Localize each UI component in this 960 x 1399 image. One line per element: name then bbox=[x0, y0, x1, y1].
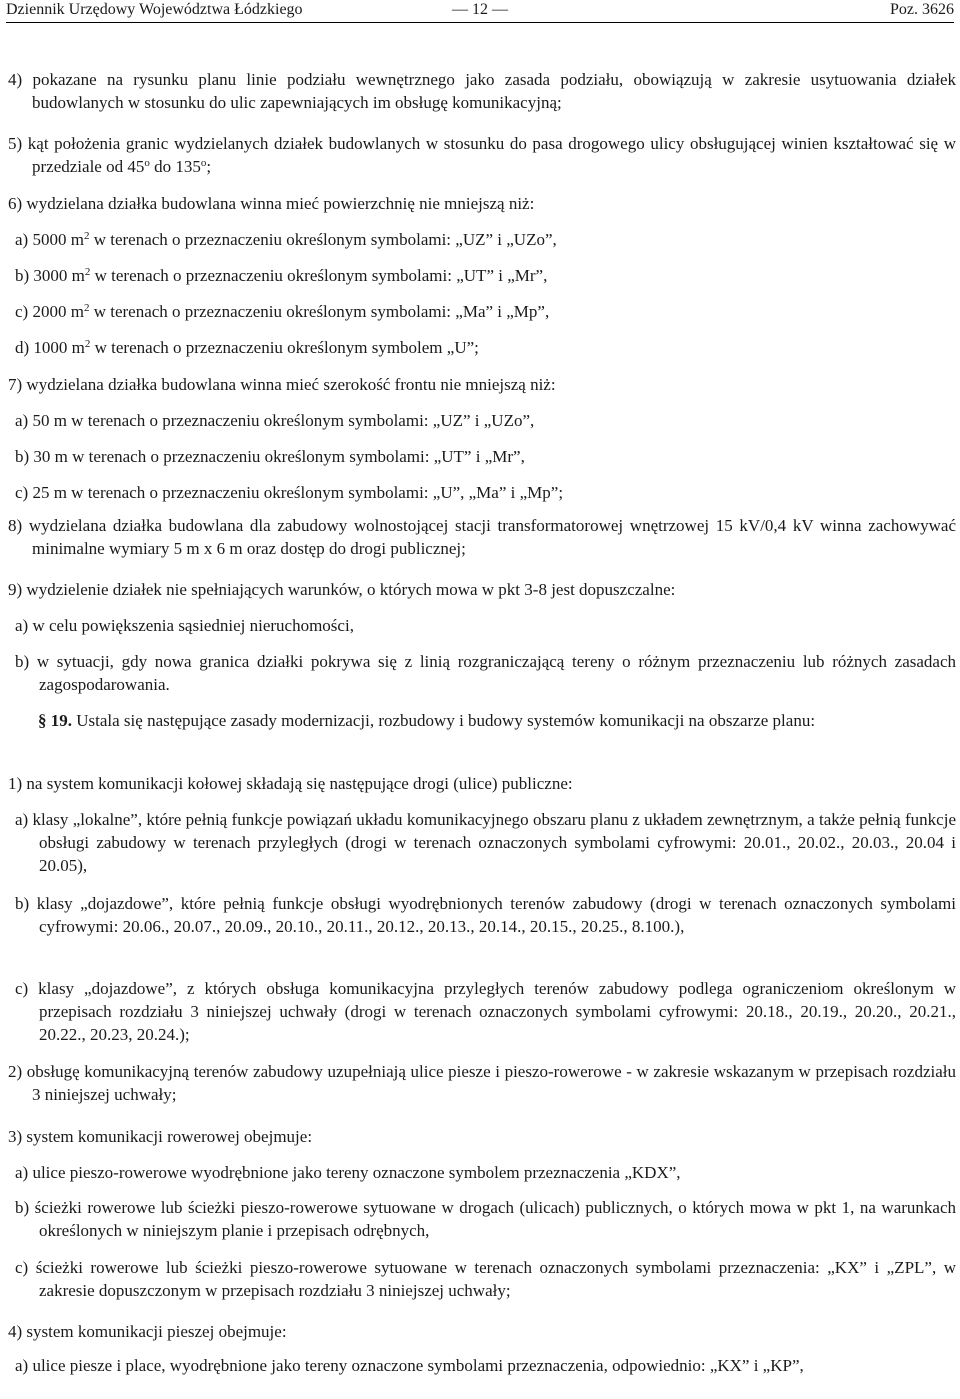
section-text: Ustala się następujące zasady modernizacji, rozbudowy i budowy systemów komunikacji na obszarze planu: bbox=[72, 711, 816, 730]
item-6d-rest: w terenach o przeznaczeniu określonym symbolem „U”; bbox=[90, 338, 479, 357]
item-6d-text: d) 1000 m bbox=[15, 338, 85, 357]
item-6: 6) wydzielana działka budowlana winna mieć powierzchnię nie mniejszą niż: bbox=[8, 194, 535, 213]
item-5-text-a: 5) kąt położenia granic wydzielanych działek budowlanych w stosunku do pasa drogowego ulicy obsługującej winien kształtować się w przedziale od 45 bbox=[8, 134, 956, 176]
item-6d bbox=[15, 336, 956, 359]
square-sup: 2 bbox=[84, 266, 91, 278]
position-number: Poz. 3626 bbox=[890, 1, 954, 18]
point-3a: a) ulice pieszo-rowerowe wyodrębnione jako tereny oznaczone symbolem przeznaczenia „KDX”, bbox=[15, 1163, 681, 1182]
item-6a-text: a) 5000 m bbox=[15, 230, 84, 249]
point-1b: b) klasy „dojazdowe”, które pełnią funkcje obsługi wyodrębnionych terenów zabudowy (drogi w terenach oznaczonych symbolami cyfrowymi: 20.06., 20.07., 20.09., 20.10., 20.11., 20.12., 20.13., 20.14., 20.15., 20.25., 8.100.), bbox=[15, 894, 956, 936]
point-1c: c) klasy „dojazdowe”, z których obsługa komunikacyjna przyległych terenów zabudowy podlega ograniczeniom określonym w przepisach rozdziału 3 niniejszej uchwały (drogi w terenach oznaczonych symbolami cyfrowymi: 20.18., 20.19., 20.20., 20.21., 20.22., 20.23, 20.24.); bbox=[15, 979, 956, 1044]
item-7a: a) 50 m w terenach o przeznaczeniu określonym symbolami: „UZ” i „UZo”, bbox=[15, 411, 535, 430]
point-1: 1) na system komunikacji kołowej składają się następujące drogi (ulice) publiczne: bbox=[8, 774, 573, 793]
item-6c bbox=[15, 300, 956, 323]
item-6b-rest: w terenach o przeznaczeniu określonym symbolami: „UT” i „Mr”, bbox=[90, 266, 548, 285]
item-6b bbox=[15, 264, 956, 287]
point-1a: a) klasy „lokalne”, które pełnią funkcje powiązań układu komunikacyjnego obszaru planu z układem zewnętrznym, a także pełnią funkcje obsługi zabudowy w terenach przyległych (drogi w terenach oznaczonych symbolami cyfrowymi: 20.01., 20.02., 20.03., 20.04 i 20.05), bbox=[15, 810, 956, 875]
point-3b: b) ścieżki rowerowe lub ścieżki pieszo-rowerowe sytuowane w drogach (ulicach) publicznych, o których mowa w pkt 1, na warunkach określonych w niniejszym planie i przepisach odrębnych, bbox=[15, 1198, 956, 1240]
point-3c: c) ścieżki rowerowe lub ścieżki pieszo-rowerowe sytuowane w terenach oznaczonych symbolami przeznaczenia: „KX” i „ZPL”, w zakresie dopuszczonym w przepisach rozdziału 3 niniejszej uchwały; bbox=[15, 1258, 956, 1300]
item-6a bbox=[15, 228, 956, 251]
degree-sup-2: o bbox=[200, 157, 207, 169]
item-5 bbox=[8, 132, 956, 178]
point-4: 4) system komunikacji pieszej obejmuje: bbox=[8, 1322, 287, 1341]
item-5-text-c: ; bbox=[206, 157, 212, 176]
point-4a: a) ulice piesze i place, wyodrębnione jako tereny oznaczone symbolami przeznaczenia, odpowiednio: „KX” i „KP”, bbox=[15, 1356, 804, 1375]
item-6b-text: b) 3000 m bbox=[15, 266, 85, 285]
item-7c: c) 25 m w terenach o przeznaczeniu określonym symbolami: „U”, „Ma” i „Mp”; bbox=[15, 483, 564, 502]
item-6c-rest: w terenach o przeznaczeniu określonym symbolami: „Ma” i „Mp”, bbox=[89, 302, 550, 321]
square-sup: 2 bbox=[83, 230, 90, 242]
item-7b: b) 30 m w terenach o przeznaczeniu określonym symbolami: „UT” i „Mr”, bbox=[15, 447, 525, 466]
item-7: 7) wydzielana działka budowlana winna mieć szerokość frontu nie mniejszą niż: bbox=[8, 375, 556, 394]
section-19 bbox=[8, 709, 956, 732]
item-9a: a) w celu powiększenia sąsiedniej nieruchomości, bbox=[15, 616, 354, 635]
section-number: § 19. bbox=[38, 711, 72, 730]
point-3: 3) system komunikacji rowerowej obejmuje: bbox=[8, 1127, 313, 1146]
item-9b: b) w sytuacji, gdy nowa granica działki pokrywa się z linią rozgraniczającą tereny o różnym przeznaczeniu lub różnych zasadach zagospodarowania. bbox=[15, 652, 956, 694]
item-6c-text: c) 2000 m bbox=[15, 302, 84, 321]
square-sup: 2 bbox=[84, 338, 91, 350]
page-header bbox=[6, 0, 954, 23]
journal-title: Dziennik Urzędowy Województwa Łódzkiego bbox=[6, 1, 303, 18]
item-6a-rest: w terenach o przeznaczeniu określonym symbolami: „UZ” i „UZo”, bbox=[89, 230, 557, 249]
point-2: 2) obsługę komunikacyjną terenów zabudowy uzupełniają ulice piesze i pieszo-rowerowe - w zakresie wskazanym w przepisach rozdziału 3 niniejszej uchwały; bbox=[8, 1062, 956, 1104]
square-sup: 2 bbox=[83, 302, 90, 314]
item-9: 9) wydzielenie działek nie spełniających warunków, o których mowa w pkt 3-8 jest dopuszczalne: bbox=[8, 580, 676, 599]
item-4: 4) pokazane na rysunku planu linie podziału wewnętrznego jako zasada podziału, obowiązują w zakresie usytuowania działek budowlanych w stosunku do ulic zapewniających im obsługę komunikacyjną; bbox=[8, 70, 956, 112]
degree-sup-1: o bbox=[144, 157, 150, 169]
item-5-text-b: do 135 bbox=[149, 157, 201, 176]
page-number: — 12 — bbox=[452, 1, 508, 18]
item-8: 8) wydzielana działka budowlana dla zabudowy wolnostojącej stacji transformatorowej wnętrzowej 15 kV/0,4 kV winna zachowywać minimalne wymiary 5 m x 6 m oraz dostęp do drogi publicznej; bbox=[8, 516, 956, 558]
